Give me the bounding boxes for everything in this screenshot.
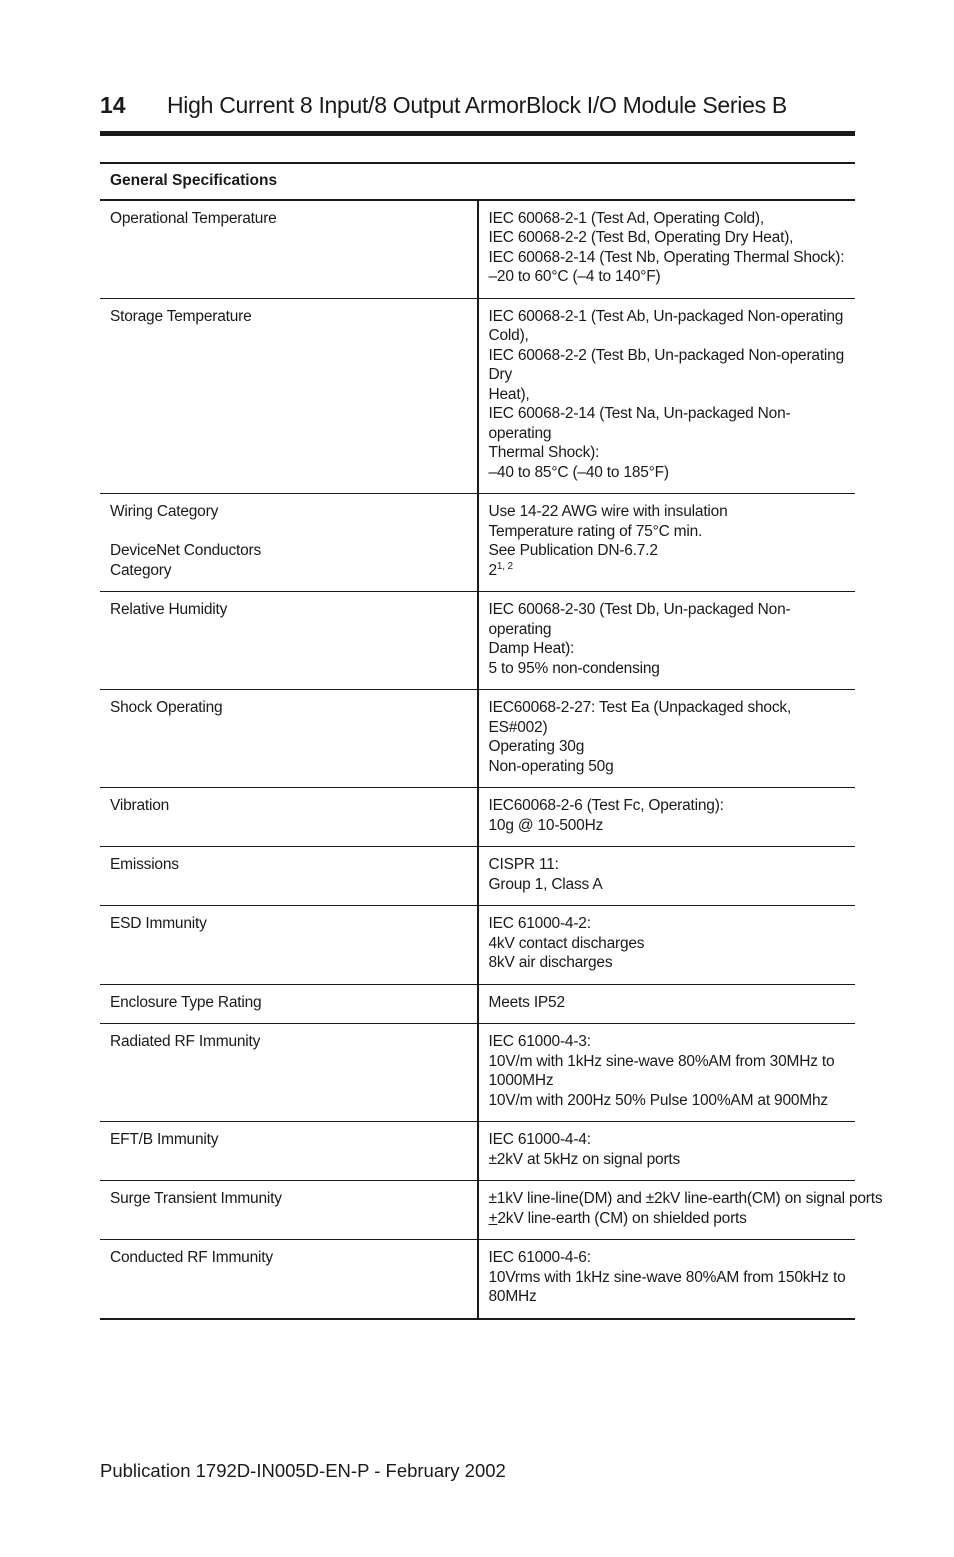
table-row <box>100 298 855 494</box>
value-line: 5 to 95% non-condensing <box>488 659 660 677</box>
footnote-reference: 1, 2 <box>496 560 513 572</box>
value-line: CISPR 11: <box>488 856 559 873</box>
value-line: 10Vrms with 1kHz sine-wave 80%AM from 150kHz to <box>488 1268 846 1286</box>
value-line: Meets IP52 <box>488 993 565 1011</box>
row-value <box>478 690 856 788</box>
row-label: EFT/B Immunity <box>100 1122 478 1181</box>
table-heading: General Specifications <box>100 163 855 200</box>
row-label: Enclosure Type Rating <box>100 984 478 1024</box>
value-line: IEC 61000-4-4: <box>488 1131 591 1148</box>
page-number: 14 <box>100 92 126 118</box>
value-line: Operating 30g <box>488 738 585 755</box>
value-line: Heat), <box>488 385 530 403</box>
table-row <box>100 1122 855 1181</box>
page-header <box>100 88 855 136</box>
value-line <box>489 1209 850 1229</box>
value-line: Group 1, Class A <box>488 875 603 893</box>
table-row <box>100 200 855 299</box>
table-row <box>100 1181 855 1240</box>
page-title: High Current 8 Input/8 Output ArmorBlock I/O Module Series B <box>167 92 787 118</box>
value-line: ±1kV line-line(DM) and ±2kV line-earth(CM) on signal ports <box>488 1190 883 1207</box>
row-value <box>478 984 856 1024</box>
value-line: Use 14-22 AWG wire with insulation <box>488 503 728 520</box>
value-line: IEC 60068-2-1 (Test Ad, Operating Cold), <box>488 209 764 227</box>
table-row <box>100 906 855 985</box>
wiring-category-label: Wiring Category <box>110 503 219 520</box>
row-label <box>100 494 478 592</box>
row-label: Vibration <box>100 788 478 847</box>
value-line: IEC 60068-2-14 (Test Na, Un-packaged Non-operating <box>488 405 791 442</box>
table-row <box>100 1024 855 1122</box>
table-row <box>100 1240 855 1319</box>
value-line: ±2kV at 5kHz on signal ports <box>488 1150 681 1168</box>
table-row <box>100 690 855 788</box>
value-line: 1000MHz <box>488 1072 554 1089</box>
value-line: IEC 60068-2-1 (Test Ab, Un-packaged Non-operating Cold), <box>488 307 844 344</box>
table-row <box>100 847 855 906</box>
value-line: IEC 61000-4-2: <box>488 915 591 932</box>
row-label: Emissions <box>100 847 478 906</box>
value-line: Temperature rating of 75°C min. <box>488 522 703 540</box>
value-line: Damp Heat): <box>488 640 575 657</box>
value-line: IEC 61000-4-6: <box>488 1249 591 1266</box>
row-label: Conducted RF Immunity <box>100 1240 478 1319</box>
row-value <box>478 788 856 847</box>
value-line: See Publication DN-6.7.2 <box>488 542 658 559</box>
category-value-line <box>489 561 850 581</box>
row-value <box>478 1240 856 1319</box>
row-value <box>478 847 856 906</box>
row-value <box>478 906 856 985</box>
row-value <box>478 1024 856 1122</box>
row-label: Relative Humidity <box>100 592 478 690</box>
general-specifications-table <box>100 162 883 1320</box>
row-label: Operational Temperature <box>100 200 478 299</box>
row-label: Surge Transient Immunity <box>100 1181 478 1240</box>
value-line: 10g @ 10-500Hz <box>488 816 604 834</box>
row-value <box>478 494 856 592</box>
value-line: IEC 60068-2-14 (Test Nb, Operating Thermal Shock): <box>488 248 845 266</box>
header-rule <box>100 131 855 136</box>
value-line: 8kV air discharges <box>488 954 613 971</box>
value-line: –20 to 60°C (–4 to 140°F) <box>488 268 661 285</box>
category-label: Category <box>110 561 172 579</box>
row-label: Storage Temperature <box>100 298 478 494</box>
value-line: Non-operating 50g <box>488 757 614 775</box>
value-line: 10V/m with 200Hz 50% Pulse 100%AM at 900Mhz <box>488 1091 828 1109</box>
publication-footer: Publication 1792D-IN005D-EN-P - February 2002 <box>100 1460 506 1481</box>
value-line: –40 to 85°C (–40 to 185°F) <box>488 463 669 481</box>
table-header-row <box>100 163 855 200</box>
label-spacer <box>110 522 471 542</box>
value-line: 10V/m with 1kHz sine-wave 80%AM from 30MHz to <box>488 1052 835 1070</box>
value-line: Thermal Shock): <box>488 444 600 461</box>
table-row <box>100 494 855 592</box>
value-line: 80MHz <box>488 1288 537 1305</box>
value-line: IEC 60068-2-2 (Test Bb, Un-packaged Non-operating Dry <box>488 346 845 383</box>
table-row <box>100 788 855 847</box>
value-line: IEC60068-2-27: Test Ea (Unpackaged shock, ES#002) <box>488 699 792 736</box>
value-text: 2kV line-earth (CM) on shielded ports <box>497 1209 747 1227</box>
table-row <box>100 984 855 1024</box>
table-row <box>100 592 855 690</box>
plus-minus-symbol: + <box>488 1209 498 1227</box>
row-label: Shock Operating <box>100 690 478 788</box>
row-value <box>478 298 856 494</box>
devicenet-conductors-label: DeviceNet Conductors <box>110 542 262 559</box>
row-label: Radiated RF Immunity <box>100 1024 478 1122</box>
value-line: IEC 60068-2-2 (Test Bd, Operating Dry Heat), <box>488 229 794 246</box>
value-line: IEC60068-2-6 (Test Fc, Operating): <box>488 797 724 814</box>
row-value <box>478 1122 856 1181</box>
row-value <box>478 592 856 690</box>
row-label: ESD Immunity <box>100 906 478 985</box>
value-line: IEC 61000-4-3: <box>488 1033 591 1050</box>
value-line: IEC 60068-2-30 (Test Db, Un-packaged Non-operating <box>488 601 791 638</box>
value-line: 4kV contact discharges <box>488 934 645 952</box>
row-value <box>478 1181 883 1240</box>
row-value <box>478 200 856 299</box>
category-value: 2 <box>488 561 497 579</box>
